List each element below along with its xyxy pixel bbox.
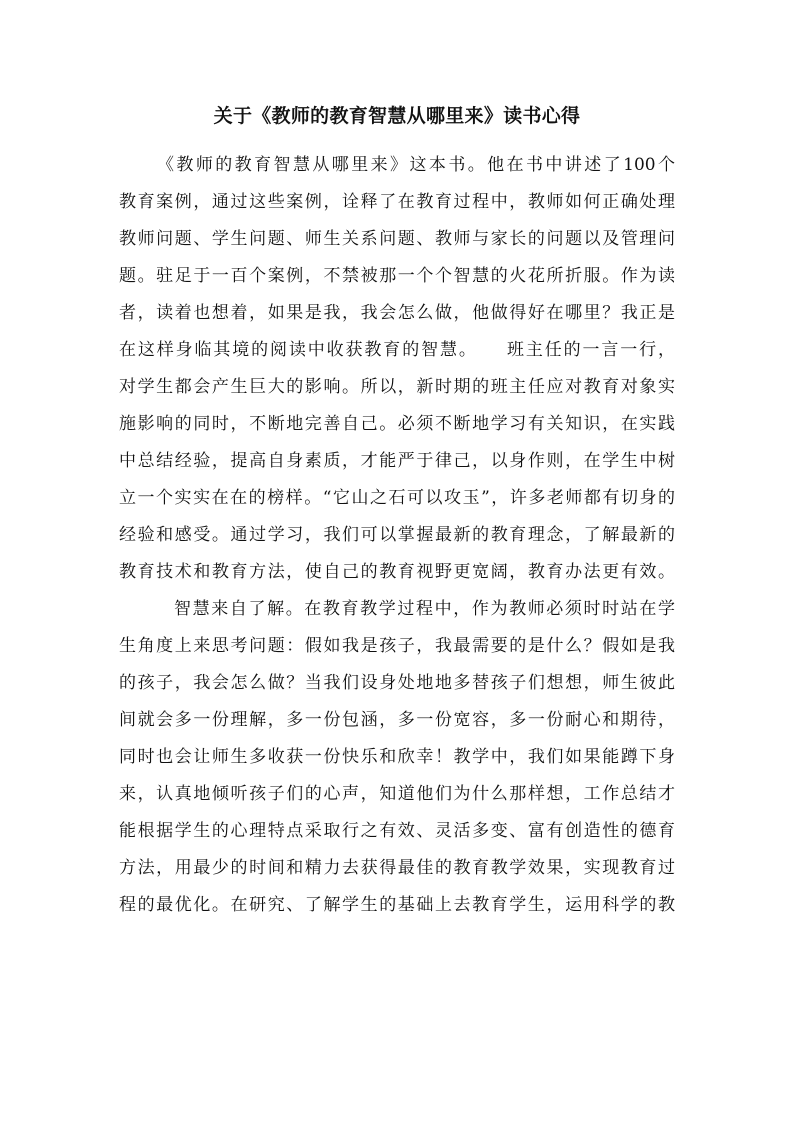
text-line: 间就会多一份理解，多一份包涵，多一份宽容，多一份耐心和期待， [119,710,675,730]
text-line: 方法，用最少的时间和精力去获得最佳的教育教学效果，实现教育过 [119,858,675,878]
text-line: 生角度上来思考问题：假如我是孩子，我最需要的是什么？假如是我 [119,636,675,656]
document-title: 关于《教师的教育智慧从哪里来》读书心得 [213,105,581,127]
text-line: 同时也会让师生多收获一份快乐和欣幸！教学中，我们如果能蹲下身 [119,747,675,767]
text-line: 立一个实实在在的榜样。“它山之石可以攻玉”，许多老师都有切身的 [119,488,675,508]
text-line: 程的最优化。在研究、了解学生的基础上去教育学生，运用科学的教 [119,895,675,915]
text-line: 能根据学生的心理特点采取行之有效、灵活多变、富有创造性的德育 [119,821,675,841]
text-line: 的孩子，我会怎么做？当我们设身处地地多替孩子们想想，师生彼此 [119,673,675,693]
text-line: 教师问题、学生问题、师生关系问题、教师与家长的问题以及管理问 [119,229,675,249]
text-line: 者，读着也想着，如果是我，我会怎么做，他做得好在哪里？我正是 [119,303,675,323]
text-line: 《教师的教育智慧从哪里来》这本书。他在书中讲述了100个 [157,155,675,175]
text-line: 教育技术和教育方法，使自己的教育视野更宽阔，教育办法更有效。 [119,562,675,582]
text-line: 来，认真地倾听孩子们的心声，知道他们为什么那样想，工作总结才 [119,784,675,804]
text-line: 经验和感受。通过学习，我们可以掌握最新的教育理念，了解最新的 [119,525,675,545]
text-line: 施影响的同时，不断地完善自己。必须不断地学习有关知识，在实践 [119,414,675,434]
text-line: 教育案例，通过这些案例，诠释了在教育过程中，教师如何正确处理 [119,192,675,212]
text-line: 中总结经验，提高自身素质，才能严于律己，以身作则，在学生中树 [119,451,675,471]
text-line: 题。驻足于一百个案例，不禁被那一个个智慧的火花所折服。作为读 [119,266,675,286]
text-line: 智慧来自了解。在教育教学过程中，作为教师必须时时站在学 [174,599,675,619]
text-line: 对学生都会产生巨大的影响。所以，新时期的班主任应对教育对象实 [119,377,675,397]
text-line: 在这样身临其境的阅读中收获教育的智慧。 班主任的一言一行， [119,340,675,360]
